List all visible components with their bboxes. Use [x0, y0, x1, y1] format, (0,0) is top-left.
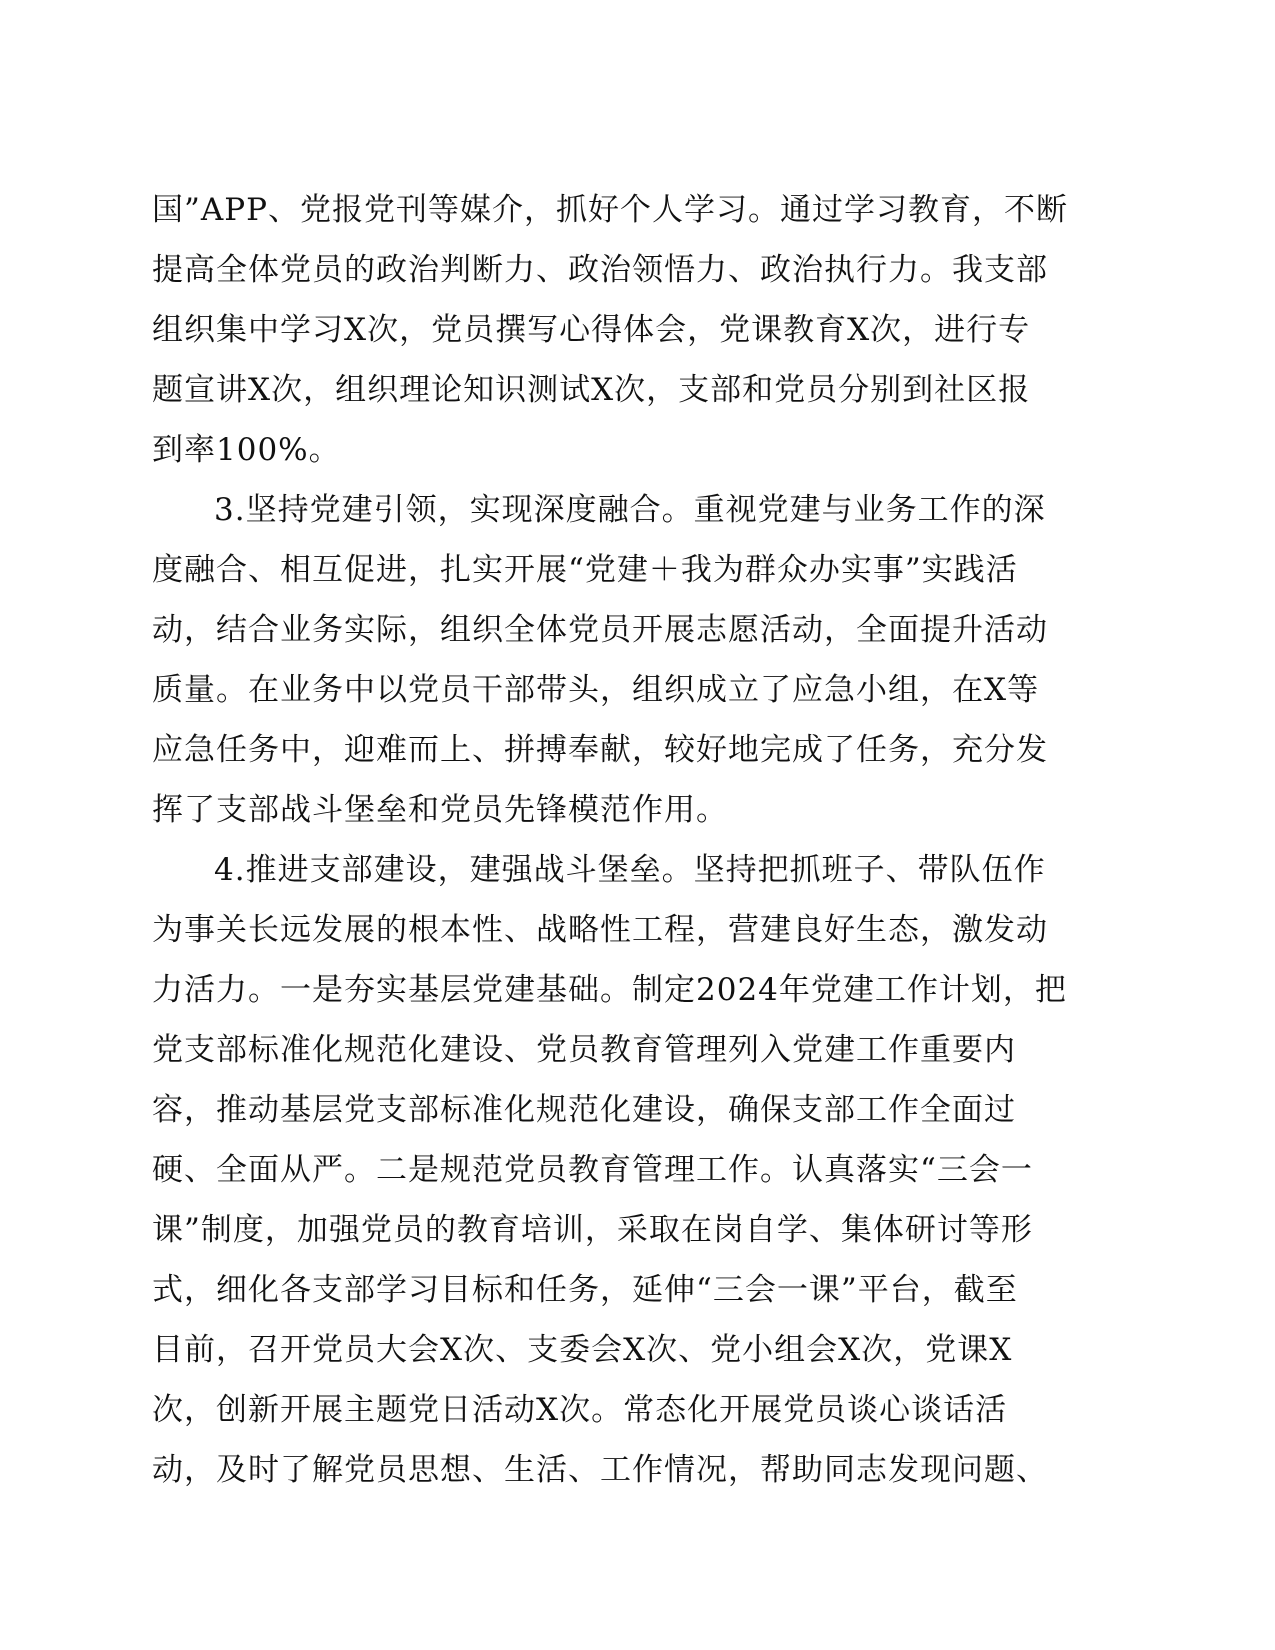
document-body: [152, 180, 1092, 1500]
text-line: 应急任务中，迎难而上、拼搏奉献，较好地完成了任务，充分发: [152, 732, 1048, 768]
text-line: 组织集中学习X次，党员撰写心得体会，党课教育X次，进行专: [152, 312, 1031, 348]
text-line: 挥了支部战斗堡垒和党员先锋模范作用。: [152, 792, 728, 828]
text-line: 题宣讲X次，组织理论知识测试X次，支部和党员分别到社区报: [152, 372, 1031, 408]
text-line: 硬、全面从严。二是规范党员教育管理工作。认真落实“三会一: [152, 1152, 1033, 1188]
paragraph-4-heading-line: 4.推进支部建设，建强战斗堡垒。坚持把抓班子、带队伍作: [214, 852, 1046, 888]
text-line: 目前，召开党员大会X次、支委会X次、党小组会X次，党课X: [152, 1332, 1013, 1368]
text-line: 容，推动基层党支部标准化规范化建设，确保支部工作全面过: [152, 1092, 1016, 1128]
text-line: 力活力。一是夯实基层党建基础。制定2024年党建工作计划，把: [152, 972, 1067, 1008]
text-line: 课”制度，加强党员的教育培训，采取在岗自学、集体研讨等形: [152, 1212, 1033, 1248]
text-line: 党支部标准化规范化建设、党员教育管理列入党建工作重要内: [152, 1032, 1016, 1068]
text-line: 提高全体党员的政治判断力、政治领悟力、政治执行力。我支部: [152, 252, 1048, 288]
text-line: 次，创新开展主题党日活动X次。常态化开展党员谈心谈话活: [152, 1392, 1008, 1428]
text-line: 度融合、相互促进，扎实开展“党建＋我为群众办实事”实践活: [152, 552, 1018, 588]
text-line: 国”APP、党报党刊等媒介，抓好个人学习。通过学习教育，不断: [152, 192, 1068, 228]
paragraph-3-heading-line: 3.坚持党建引领，实现深度融合。重视党建与业务工作的深: [214, 492, 1046, 528]
text-line: 动，及时了解党员思想、生活、工作情况，帮助同志发现问题、: [152, 1452, 1048, 1488]
text-line: 动，结合业务实际，组织全体党员开展志愿活动，全面提升活动: [152, 612, 1048, 648]
text-line: 质量。在业务中以党员干部带头，组织成立了应急小组，在X等: [152, 672, 1040, 708]
text-line: 为事关长远发展的根本性、战略性工程，营建良好生态，激发动: [152, 912, 1048, 948]
text-line: 式，细化各支部学习目标和任务，延伸“三会一课”平台，截至: [152, 1272, 1018, 1308]
text-line: 到率100%。: [152, 432, 341, 468]
